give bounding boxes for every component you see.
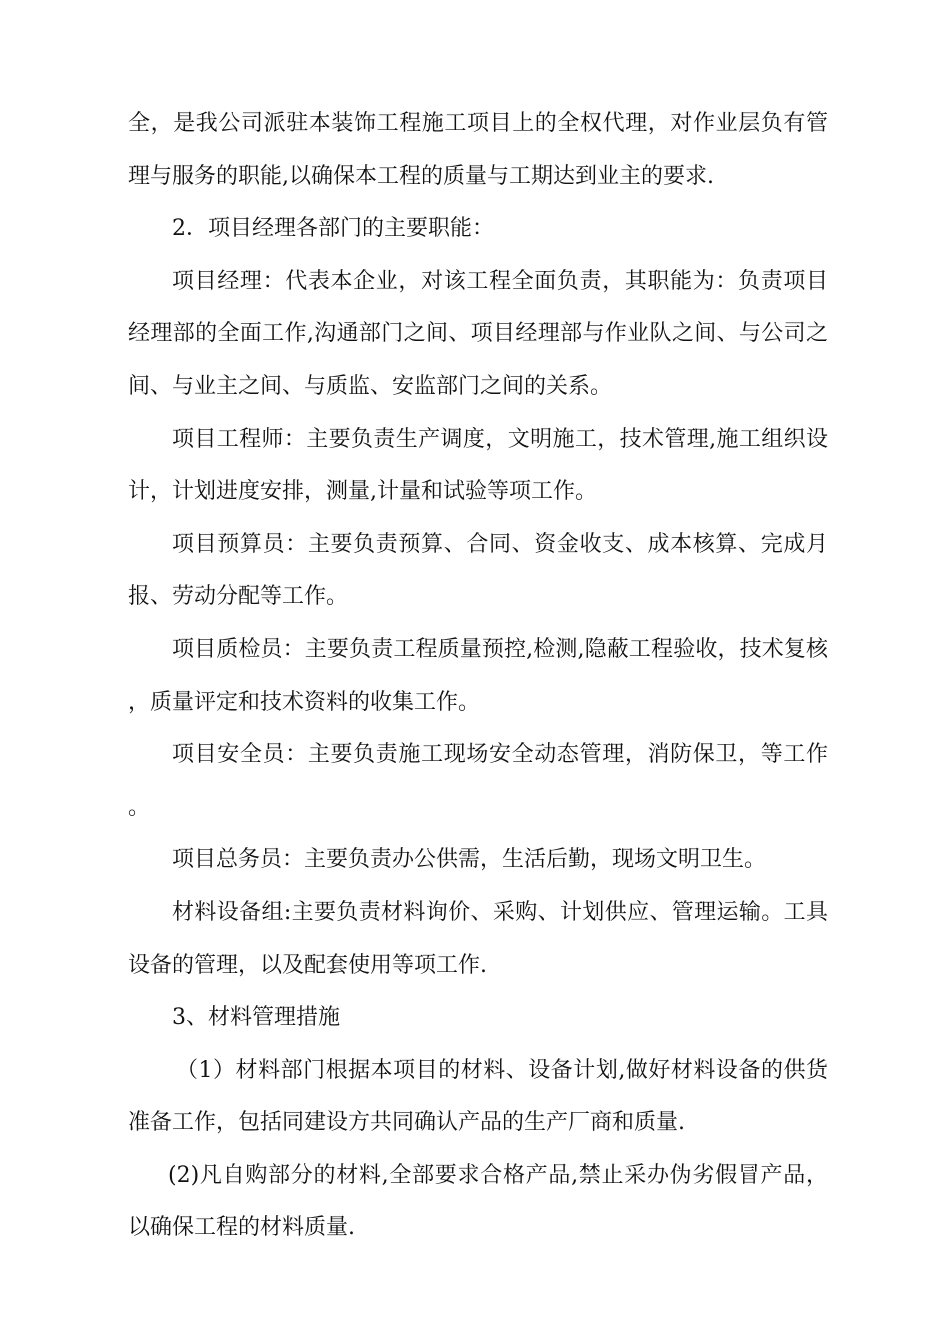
paragraph-materials-equipment: 材料设备组:主要负责材料询价、采购、计划供应、管理运输。工具设备的管理，以及配套使用等项工作. [128, 899, 828, 978]
paragraph-general-affairs: 项目总务员：主要负责办公供需，生活后勤，现场文明卫生。 [172, 847, 767, 873]
paragraph-project-manager: 项目经理：代表本企业，对该工程全面负责，其职能为：负责项目经理部的全面工作,沟通部门之间、项目经理部与作业队之间、与公司之间、与业主之间、与质监、安监部门之间的关系。 [128, 268, 828, 399]
paragraph-project-engineer: 项目工程师：主要负责生产调度，文明施工，技术管理,施工组织设计，计划进度安排，测量,计量和试验等项工作。 [128, 426, 828, 505]
document-body [128, 98, 828, 1255]
section-3-heading: 3、材料管理措施 [172, 1005, 340, 1031]
paragraph-safety-officer: 项目安全员：主要负责施工现场安全动态管理，消防保卫，等工作。 [128, 742, 828, 820]
paragraph-quality-inspector: 项目质检员：主要负责工程质量预控,检测,隐蔽工程验收，技术复核，质量评定和技术资料的收集工作。 [128, 636, 828, 715]
paragraph-budget-officer: 项目预算员：主要负责预算、合同、资金收支、成本核算、完成月报、劳动分配等工作。 [128, 531, 828, 610]
paragraph-material-item-1: （1）材料部门根据本项目的材料、设备计划,做好材料设备的供货准备工作，包括同建设方共同确认产品的生产厂商和质量. [128, 1057, 828, 1136]
paragraph-material-item-2: (2)凡自购部分的材料,全部要求合格产品,禁止采办伪劣假冒产品，以确保工程的材料质量. [128, 1162, 828, 1241]
paragraph-project-manager-intro: 全，是我公司派驻本装饰工程施工项目上的全权代理，对作业层负有管理与服务的职能,以确保本工程的质量与工期达到业主的要求. [128, 111, 828, 189]
section-2-heading: 2．项目经理各部门的主要职能： [172, 216, 494, 242]
